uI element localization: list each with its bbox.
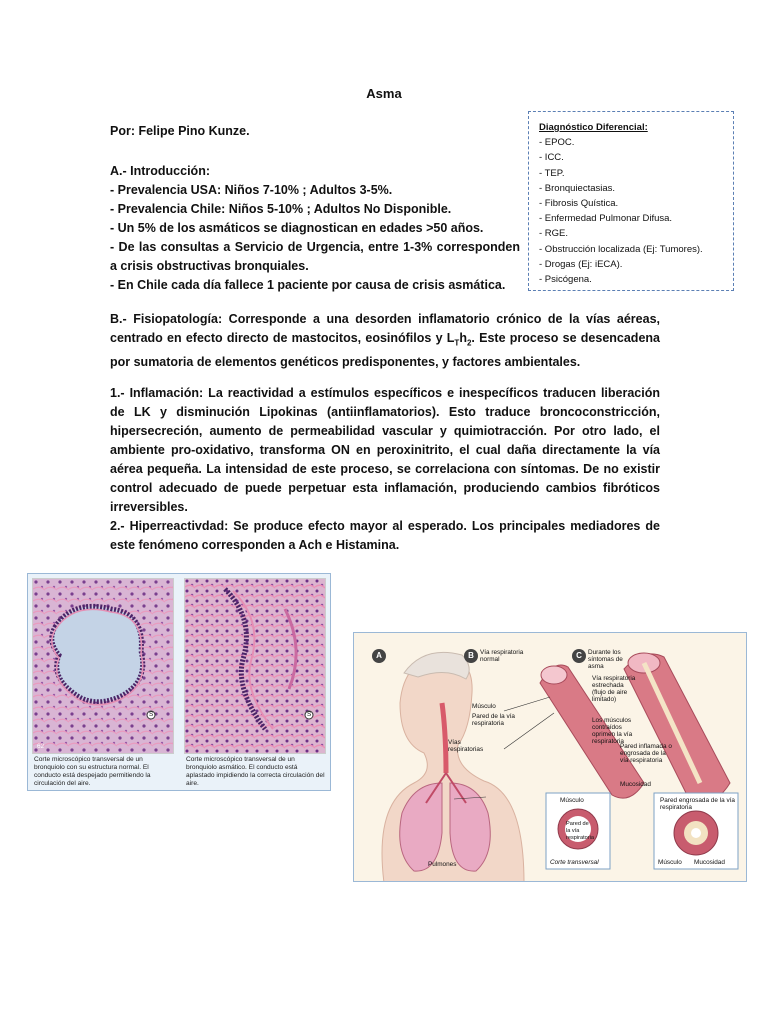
subscript: T (454, 338, 460, 348)
physiopathology-paragraph (110, 310, 660, 372)
label-cross-section: Corte transversal (550, 859, 599, 866)
differential-item: - RGE. (539, 228, 569, 240)
label-section-wall: Pared de la vía respiratoria (566, 821, 594, 841)
intro-item: - De las consultas a Servicio de Urgencia, entre 1-3% corresponden a crisis obstructivas bronquiales. (110, 240, 520, 273)
label-contracted-muscles: Los músculos contraídos oprimen la vía respiratoria (592, 717, 633, 745)
intro-item: - En Chile cada día fallece 1 paciente por causa de crisis asmática. (110, 278, 506, 292)
label-inflamed-wall: Pared inflamada o engrosada de la vía respiratoria (620, 743, 672, 764)
inflammation-text: La reactividad a estímulos específicos e inespecíficos traducen liberación de LK y disminución Lipokinas (antiinflamatorios). Esto traduce broncoconstricción, hipersecreción, aumento de permeabilidad vascular y quimiotracción. Por otro lado, el ambiente pro-oxidativo, transforma ON en peroxinitrito, el cual daña directamente la vía aérea pequeña. La intensidad de este proceso, se correlaciona con síntomas. De no existir control adecuado de puede perpetuar esta inflamación, produciendo cambios fibróticos irreversibles. (110, 386, 660, 514)
micrograph-figure (27, 573, 331, 791)
hyperreactivity-paragraph (110, 517, 660, 555)
differential-item: - TEP. (539, 167, 565, 179)
panel-c-marker: C (572, 649, 586, 663)
label-section-muscle-2: Músculo (658, 859, 682, 866)
introduction-section (110, 162, 520, 295)
differential-item: - Enfermedad Pulmonar Difusa. (539, 213, 673, 225)
physiopathology-text: h (459, 331, 467, 345)
author-line: Por: Felipe Pino Kunze. (110, 124, 250, 138)
intro-item: - Un 5% de los asmáticos se diagnostican en edades >50 años. (110, 221, 484, 235)
label-lungs: Pulmones (428, 861, 457, 868)
figure-label: 62 (37, 743, 45, 750)
intro-item: - Prevalencia USA: Niños 7-10% ; Adultos 3-5%. (110, 183, 393, 197)
physiopathology-text: . Este proceso se desencadena por sumatoria de elementos genéticos predisponentes, y factores ambientales. (110, 331, 660, 369)
hyperreactivity-label: 2.- Hiperreactivdad: (110, 519, 229, 533)
label-narrowed-airway: Vía respiratoria estrechada (flujo de aire limitado) (592, 675, 636, 703)
asthmatic-bronchiole-image (184, 578, 326, 754)
physiopathology-text: Corresponde a una desorden inflamatorio crónico de la vías aéreas, centrado en efecto directo de mastocitos, eosinófilos y L (110, 312, 660, 345)
inflammation-label: 1.- Inflamación: (110, 386, 204, 400)
hyperreactivity-text: Se produce efecto mayor al esperado. Los principales mediadores de este fenómeno corresponden a Ach e Histamina. (110, 519, 660, 552)
differential-diagnosis-box (528, 111, 734, 291)
figure-label: S (307, 711, 312, 718)
differential-item: - Obstrucción localizada (Ej: Tumores). (539, 243, 703, 255)
differential-item: - EPOC. (539, 137, 575, 149)
label-thickened-wall: Pared engrosada de la vía respiratoria (660, 797, 735, 811)
inflammation-paragraph (110, 384, 660, 517)
panel-b-marker: B (464, 649, 478, 663)
label-airway-wall: Pared de la vía respiratoria (472, 713, 515, 727)
physiopathology-label: B.- Fisiopatología: (110, 312, 223, 326)
caption-asthmatic: Corte microscópico transversal de un bronquiolo asmático. El conducto está aplastado impidiendo la correcta circulación del aire. (186, 756, 325, 787)
label-section-mucus: Mucosidad (694, 859, 725, 866)
label-asthma-symptoms: Durante los síntomas de asma (588, 649, 623, 670)
differential-item: - ICC. (539, 152, 564, 164)
intro-item: - Prevalencia Chile: Niños 5-10% ; Adultos No Disponible. (110, 202, 452, 216)
differential-item: - Fibrosis Quística. (539, 198, 619, 210)
label-mucus: Mucosidad (620, 781, 651, 788)
introduction-heading: A.- Introducción: (110, 164, 210, 178)
label-section-muscle: Músculo (560, 797, 584, 804)
label-normal-airway: Vía respiratoria normal (480, 649, 524, 663)
differential-item: - Drogas (Ej: iECA). (539, 258, 623, 270)
panel-a-marker: A (372, 649, 386, 663)
document-title: Asma (366, 86, 402, 101)
figure-label: S (149, 711, 154, 718)
subscript: 2 (466, 338, 472, 348)
differential-diagnosis-title: Diagnóstico Diferencial: (539, 122, 648, 133)
normal-bronchiole-image (32, 578, 174, 754)
differential-item: - Psicógena. (539, 274, 592, 286)
label-airways: Vías respiratorias (448, 739, 484, 753)
caption-normal: Corte microscópico transversal de un bronquiolo con su estructura normal. El conducto está despejado permitiendo la circulación del aire. (34, 756, 151, 787)
airway-illustration (353, 632, 747, 882)
label-muscle: Músculo (472, 703, 496, 710)
differential-item: - Bronquiectasias. (539, 182, 616, 194)
